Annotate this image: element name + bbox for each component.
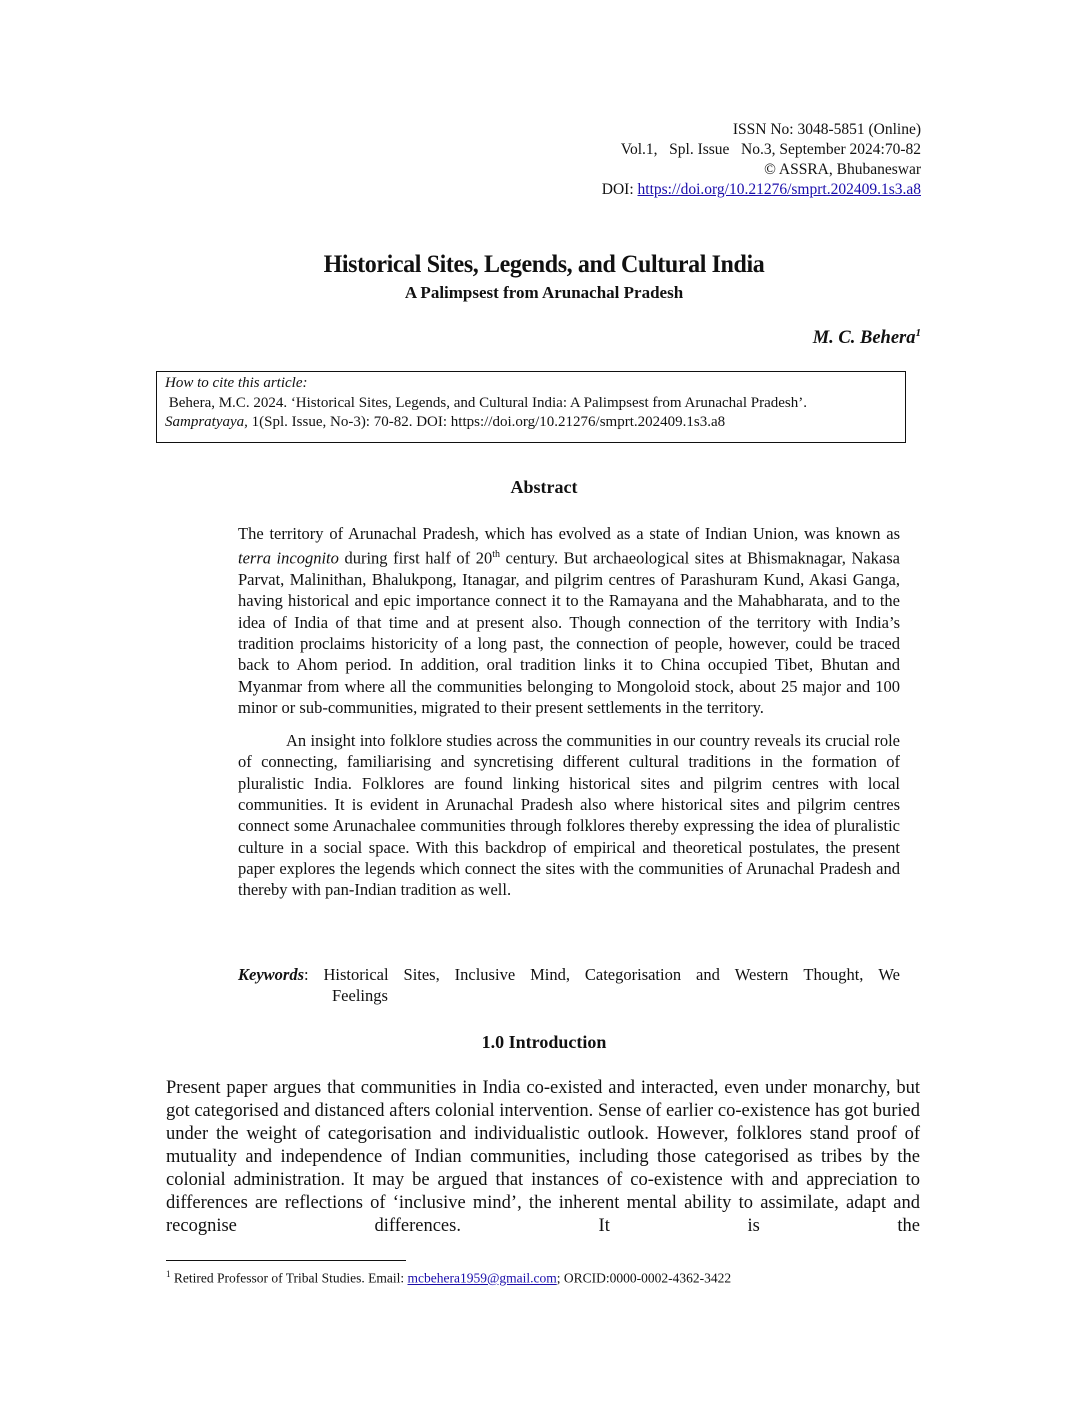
introduction-heading: 1.0 Introduction: [481, 1032, 607, 1052]
keywords: [238, 964, 900, 1007]
citation-box: [156, 371, 906, 443]
kw-word: Western: [734, 965, 789, 984]
volume-info: Vol.1, Spl. Issue No.3, September 2024:70-82: [620, 141, 921, 158]
citation-details: , 1(Spl. Issue, No-3): 70-82. DOI: https://doi.org/10.21276/smprt.202409.1s3.a8: [244, 414, 726, 430]
footnote-divider: [166, 1260, 406, 1261]
author-text: M. C. Behera: [812, 328, 916, 349]
orcid-text: ; ORCID:0000-0002-4362-3422: [556, 1270, 732, 1286]
kw-word: Mind,: [530, 965, 570, 984]
article-subtitle: A Palimpsest from Arunachal Pradesh: [404, 283, 684, 302]
abstract-paragraph-2: An insight into folklore studies across the communities in our country reveals its crucial role of connecting, familiarising and syncretising different cultural traditions in the formation of pluralistic India. Folklores are found linking historical sites and pilgrim centres with local communities. It is evident in Arunachal Pradesh also where historical sites and pilgrim centres connect some Arunachalee communities through folklores thereby expressing the idea of pluralistic culture in a social space. With this backdrop of empirical and theoretical postulates, the present paper explores the legends which connect the sites with the communities of Arunachal Pradesh and thereby with pan-Indian tradition as well.: [238, 731, 900, 900]
kw-word: Historical: [323, 965, 389, 984]
abstract-heading: Abstract: [510, 477, 578, 497]
author-name: [813, 327, 921, 349]
footnote: [166, 1269, 731, 1287]
footnote-number: 1: [166, 1269, 171, 1279]
kw-word: and: [696, 965, 720, 984]
colon: :: [304, 965, 309, 984]
abstract-paragraph-1: [238, 523, 900, 718]
abstract-body: [238, 523, 900, 901]
article-title: Historical Sites, Legends, and Cultural India: [323, 251, 765, 278]
copyright: © ASSRA, Bhubaneswar: [764, 161, 921, 178]
kw-word: Categorisation: [584, 965, 682, 984]
text: during first half of 20: [338, 548, 493, 568]
footnote-text: Retired Professor of Tribal Studies. Email:: [170, 1270, 408, 1286]
citation-heading: How to cite this article:: [165, 375, 308, 391]
citation-line-2: [165, 413, 897, 433]
text: The territory of Arunachal Pradesh, which has evolved as a state of Indian Union, was known as: [238, 524, 900, 543]
keywords-line-2: Feelings: [332, 986, 388, 1006]
doi-label: DOI:: [601, 181, 638, 198]
journal-name: Sampratyaya: [165, 414, 245, 430]
text: century. But archaeological sites at Bhismaknagar, Nakasa Parvat, Malinithan, Bhalukpong, Itanagar, and pilgrim centres of Parashuram Kund, Akasi Ganga, having historical and epic importance connect it to the Ramayana and the Mahabharata, and to the idea of India of that time and at present also. Though connection of the territory with India’s tradition proclaims historicity of a long past, the connection of people, however, could be traced back to Ahom period. In addition, oral tradition links it to China occupied Tibet, Bhutan and Myanmar from where all the communities belonging to Mongoloid stock, about 25 major and 100 minor or sub-communities, migrated to their present settlements in the territory.: [238, 548, 901, 717]
kw-word: Inclusive: [454, 965, 516, 984]
issn: ISSN No: 3048-5851 (Online): [732, 121, 921, 138]
keywords-label-wrap: [238, 964, 309, 985]
kw-word: Thought,: [803, 965, 864, 984]
journal-header: [602, 120, 921, 200]
italic-term: terra incognito: [238, 548, 339, 568]
footnote-mark[interactable]: 1: [915, 327, 921, 339]
doi-link[interactable]: https://doi.org/10.21276/smprt.202409.1s3.a8: [637, 181, 921, 198]
email-link[interactable]: mcbehera1959@gmail.com: [407, 1270, 557, 1286]
kw-word: We: [878, 965, 900, 984]
citation-line-1: Behera, M.C. 2024. ‘Historical Sites, Legends, and Cultural India: A Palimpsest from Arunachal Pradesh’.: [165, 394, 807, 411]
kw-word: Sites,: [403, 965, 440, 984]
doi-line: [602, 180, 921, 200]
introduction-body: Present paper argues that communities in India co-existed and interacted, even under monarchy, but got categorised and distanced afters colonial intervention. Sense of earlier co-existence has got buried under the weight of categorisation and individualistic outlook. However, folklores stand proof of mutuality and independence of Indian communities, including those categorised as tribes by the colonial administration. It may be argued that instances of co-existence with and appreciation to differences are reflections of ‘inclusive mind’, the inherent mental ability to assimilate, adapt and recognise differences. It is the: [166, 1078, 920, 1236]
superscript: th: [492, 549, 500, 561]
keywords-label: Keywords: [238, 965, 304, 984]
keywords-line-1: [238, 964, 900, 985]
